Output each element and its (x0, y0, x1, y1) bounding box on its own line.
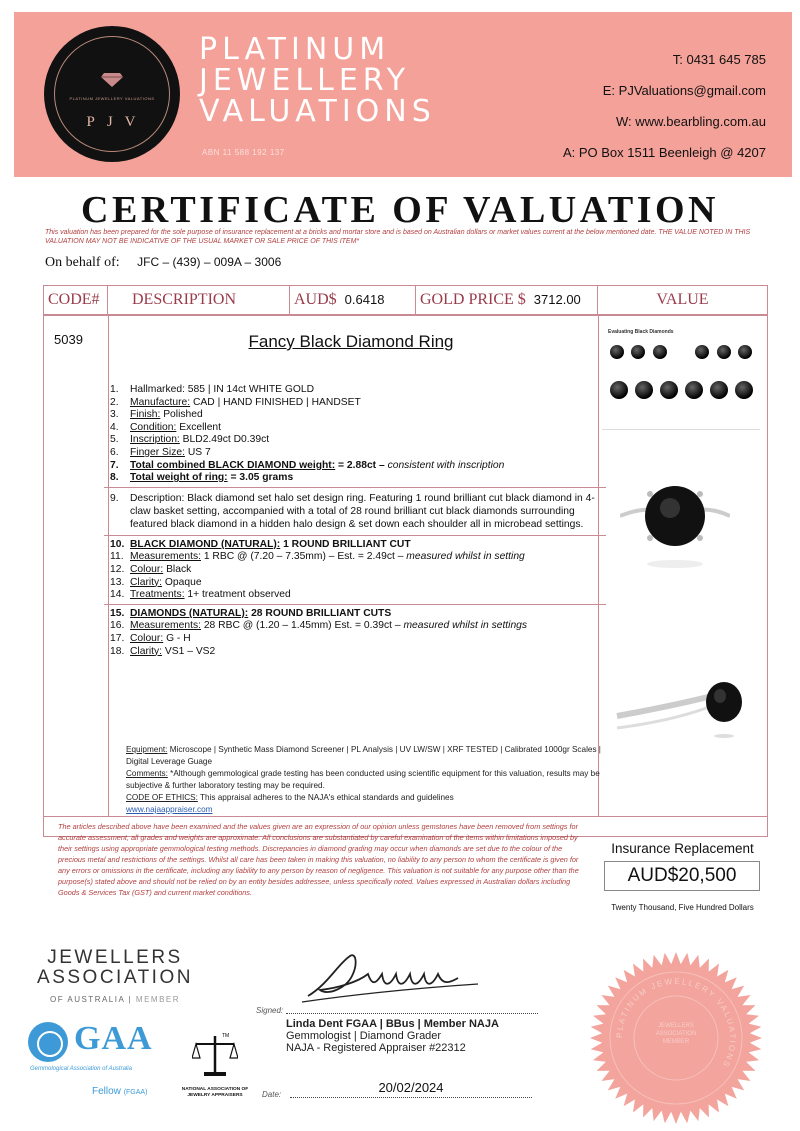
ethics-note: CODE OF ETHICS: This appraisal adheres to the NAJA's ethical standards and guidelines (126, 793, 454, 802)
list-item: 6. Finger Size: US 7 (110, 446, 211, 458)
company-name-line: PLATINUM (199, 32, 391, 67)
valuation-table (43, 285, 768, 912)
signer-role: Gemmologist | Diamond Grader (286, 1030, 442, 1042)
gaa-full-name: Gemmological Association of Australia (30, 1066, 132, 1072)
email[interactable]: E: PJValuations@gmail.com (602, 83, 766, 98)
jewellers-association-logo (30, 948, 200, 1010)
on-behalf-value: JFC – (439) – 009A – 3006 (137, 255, 282, 269)
header-aud (290, 286, 416, 314)
item-details (110, 384, 600, 658)
column-divider (108, 316, 109, 816)
valuation-disclaimer: This valuation has been prepared for the sole purpose of insurance replacement at a bricks and mortar store and is based on Australian dollars or market values current at the below mentioned date. THE VALUE NOTED IN THIS VALUATION MAY NOT BE INDICATIVE OF THE USUAL MARKET OR SALE PRICE OF THIS ITEM* (45, 229, 751, 245)
date-line (290, 1097, 532, 1098)
diamond-sample-icon (717, 345, 731, 359)
diamond-sample-icon (710, 381, 728, 399)
list-item: 10. BLACK DIAMOND (NATURAL): 1 ROUND BRILLIANT CUT (110, 538, 411, 550)
scales-icon (192, 1030, 238, 1080)
table-header (44, 286, 767, 316)
header-banner (14, 12, 792, 177)
diamond-sample-icon (653, 345, 667, 359)
diamond-sample-icon (635, 381, 653, 399)
gold-label: GOLD PRICE $ (420, 291, 526, 308)
phone: T: 0431 645 785 (672, 52, 766, 67)
diamond-icon (101, 73, 123, 87)
logo-initials: PJV (86, 114, 148, 130)
seal-ring-text: PLATINUM JEWELLERY VALUATIONS (614, 976, 738, 1070)
contact-details (563, 52, 766, 176)
fellow-status: Fellow (FGAA) (92, 1086, 148, 1097)
divider (104, 604, 606, 605)
list-item: 4. Condition: Excellent (110, 421, 222, 433)
signature-line (286, 1013, 538, 1014)
signer-details (286, 1018, 499, 1054)
diamond-sample-icon (735, 381, 753, 399)
value-column (598, 316, 767, 806)
list-item: 14. Treatments: 1+ treatment observed (110, 589, 291, 601)
list-item: 8. Total weight of ring: = 3.05 grams (110, 472, 294, 484)
gaa-emblem-icon (28, 1022, 68, 1062)
list-item: 7. Total combined BLACK DIAMOND weight: = 2.88ct – consistent with inscription (110, 459, 505, 471)
gold-value: 3712.00 (533, 292, 581, 307)
aud-label: AUD$ (294, 291, 337, 308)
address: A: PO Box 1511 Beenleigh @ 4207 (562, 145, 766, 160)
association-line: JEWELLERS (47, 947, 183, 968)
insurance-label: Insurance Replacement (611, 841, 754, 856)
handwritten-signature (298, 944, 484, 1014)
date-label: Date: (262, 1090, 282, 1099)
header-value: VALUE (656, 291, 709, 308)
examination-notes: The articles described above have been examined and the values given are an expression of our opinion unless gemstones have been removed from settings for accurate assessment, all grades and weights are approximate. All conclusions are substantiated by careful examination of the items within limitations imposed by their settings using appropriate gemmological testing methods. Discrepancies in diamond grading may occur when diamonds are set due to the colour of the precious metal and restrictions of the settings. Whilst all care has been taken in making this valuation, no liability to any person to whom the certificate is given for any errors or omissions in the certificate, including any liability to any person by reason of negligence. This valuation is not suitable for any purpose other than the purpose(s) stated above and should not be relied on by an entity besides addressee, unless specifically noted. Values expressed in Australian dollars including Goods & Services Tax (GST) and current market conditions. (44, 816, 598, 934)
item-title: Fancy Black Diamond Ring (248, 332, 454, 351)
ring-photo-top (620, 464, 730, 574)
reference-chart-title: Evaluating Black Diamonds (608, 329, 674, 335)
testing-notes (126, 744, 606, 816)
header-description: DESCRIPTION (108, 286, 290, 314)
diamond-sample-icon (610, 345, 624, 359)
association-line: ASSOCIATION (37, 967, 193, 988)
diamond-sample-icon (695, 345, 709, 359)
diamond-sample-icon (685, 381, 703, 399)
valuation-date: 20/02/2024 (378, 1080, 444, 1095)
seal-center-text: JEWELLERS ASSOCIATION MEMBER (655, 1023, 697, 1045)
black-diamond-reference-chart (602, 324, 760, 430)
item-description: 9. Description: Black diamond set halo set design ring. Featuring 1 round brilliant cut black diamond in 4-claw basket setting, accompanied with a total of 28 round brilliant cut black diamonds surrounding featured black diamond in a hidden halo design & set down each shoulder all in microbead settings. (110, 492, 595, 530)
signer-registration: NAJA - Registered Appraiser #22312 (286, 1042, 466, 1054)
website[interactable]: W: www.bearbling.com.au (615, 114, 766, 129)
diamond-sample-icon (660, 381, 678, 399)
signer-name: Linda Dent FGAA | BBus | Member NAJA (286, 1018, 499, 1030)
company-logo (44, 26, 180, 162)
list-item: 16. Measurements: 28 RBC @ (1.20 – 1.45mm) Est. = 0.39ct – measured whilst in settings (110, 620, 528, 632)
naja-link[interactable]: www.najaappraiser.com (126, 805, 213, 814)
naja-logo (172, 1030, 258, 1099)
diamond-sample-icon (610, 381, 628, 399)
list-item: 2. Manufacture: CAD | HAND FINISHED | HANDSET (110, 396, 361, 408)
naja-name: NATIONAL ASSOCIATION OF JEWELRY APPRAISERS (181, 1087, 249, 1098)
association-subtitle: OF AUSTRALIA | MEMBER (49, 995, 181, 1004)
on-behalf-label: On behalf of: (45, 255, 120, 270)
header-gold-price (416, 286, 598, 314)
company-name (199, 34, 436, 127)
list-item: 15. DIAMONDS (NATURAL): 28 ROUND BRILLIANT CUTS (110, 607, 392, 619)
insurance-replacement (598, 816, 767, 912)
insurance-amount-words: Twenty Thousand, Five Hundred Dollars (611, 903, 754, 912)
insurance-amount: AUD$20,500 (604, 861, 760, 891)
list-item: 17. Colour: G - H (110, 632, 191, 644)
on-behalf-of (45, 255, 281, 271)
list-item: 3. Finish: Polished (110, 409, 203, 421)
list-item: 11. Measurements: 1 RBC @ (7.20 – 7.35mm) – Est. = 2.49ct – measured whilst in setting (110, 551, 525, 563)
ring-photo-side (612, 676, 752, 766)
list-item: 1. Hallmarked: 585 | IN 14ct WHITE GOLD (110, 384, 315, 395)
company-seal (588, 950, 764, 1126)
gaa-wordmark: GAA (74, 1020, 153, 1057)
list-item: 5. Inscription: BLD2.49ct D0.39ct (110, 434, 270, 446)
divider (104, 535, 606, 536)
diamond-sample-icon (631, 345, 645, 359)
company-name-line: VALUATIONS (199, 94, 436, 129)
equipment-note: Equipment: Microscope | Synthetic Mass Diamond Screener | PL Analysis | UV LW/SW | XRF TESTED | Calibrated 1000gr Scales | Digital Leverage Guage (126, 745, 601, 766)
logo-small-text: PLATINUM JEWELLERY VALUATIONS (69, 96, 155, 101)
list-item: 13. Clarity: Opaque (110, 576, 202, 588)
certificate-title: CERTIFICATE OF VALUATION (81, 189, 719, 231)
aud-value: 0.6418 (344, 292, 385, 307)
signed-label: Signed: (256, 1006, 284, 1015)
item-code: 5039 (54, 332, 83, 347)
company-name-line: JEWELLERY (199, 63, 411, 98)
abn: ABN 11 588 192 137 (202, 148, 285, 157)
divider (104, 487, 606, 488)
header-code: CODE# (44, 286, 108, 314)
list-item: 18. Clarity: VS1 – VS2 (110, 645, 216, 657)
diamond-sample-icon (738, 345, 752, 359)
naja-trademark: TM (222, 1033, 230, 1039)
list-item: 12. Colour: Black (110, 563, 192, 575)
comments-note: Comments: *Although gemmological grade testing has been conducted using scientific equipment for this valuation, results may be subjective & further laboratory testing may be required. (126, 769, 600, 790)
